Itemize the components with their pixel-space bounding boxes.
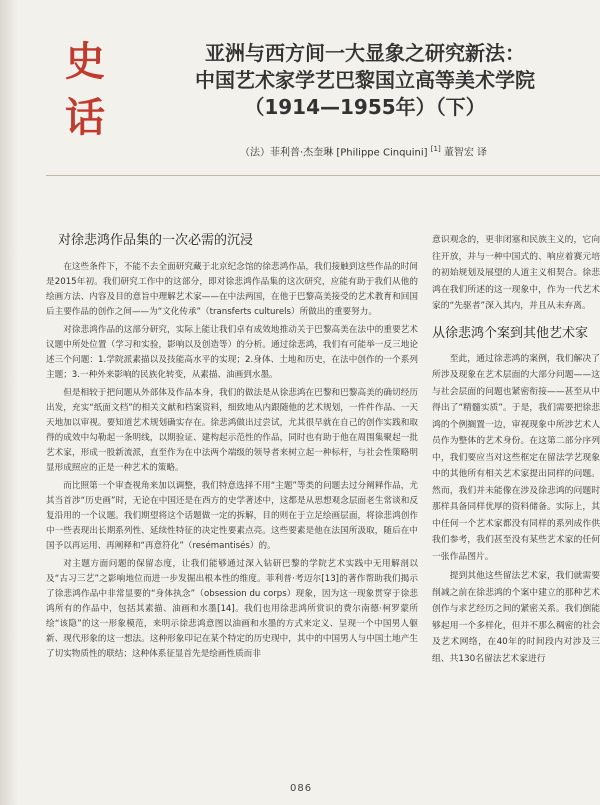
left-column [46, 232, 418, 665]
footnote-ref: [1] [430, 145, 441, 153]
body-paragraph: 意识观念的，更非闭塞和民族主义的，它向往开放，并与一种中国式的、响应着赛元培的初始规划及展望的人道主义相契合。徐悲鸿在我们所述的这一现象中，作为一代艺术家的“先驱者”深入其内，并且从未弃离。 [432, 235, 600, 311]
author-name: （法）菲利普·杰奎琳 [Philippe Cinquini] [240, 147, 428, 159]
column-tag [60, 34, 110, 146]
page-number: 086 [290, 783, 313, 794]
body-paragraph: 在这些条件下，不能不去全面研究藏于北京纪念馆的徐悲鸿作品，我们接触到这些作品的时间是2015年初。我们研究工作中的这部分，即对徐悲鸿作品集的这次研究，应能有助于我们从他的绘画方法、内容及目的意旨中理解艺术家——在中法两国，在他于巴黎高美接受的艺术教育和回国后主要作品的创作之间——为“文化传承”（transferts culturels）所做出的重要努力。 [46, 262, 418, 317]
divider [46, 175, 600, 176]
translator-name: 董智宏 译 [443, 147, 488, 159]
article-title [130, 40, 600, 121]
title-line-3: （1914—1955年）（下） [244, 95, 486, 119]
section-heading: 对徐悲鸿作品集的一次必需的沉浸 [58, 233, 254, 248]
body-paragraph: 至此，通过徐悲鸿的案例，我们解决了所涉及现象在艺术层面的大部分问题——这与社会层面的问题也紧密衔接——甚至从中得出了“精髓实质”。于是，我们需要把徐悲鸿的个例搁置一边，审视现象中所涉艺术人员作为整体的艺术身份。在这第二部分序列中，我们要应当对这些框定在留法学艺现象中的其他所有相关艺术家提出同样的问题。然而，我们并未能像在涉及徐悲鸿的问题时那样具备同样优厚的资料储备。实际上，其中任何一个艺术家都没有同样的系列成作供我们参考，我们甚至没有某些艺术家的任何一张作品图片。 [432, 353, 600, 562]
body-paragraph: 对徐悲鸿作品的这部分研究，实际上能让我们卓有成效地推动关于巴黎高美在法中的重要艺术议题中所处位置（学习和实验，影响以及创造等）的分析。通过徐悲鸿，我们有可能举一反三地论述三个问题：1.学院派素描以及技能高水平的实现；2.身体、土地和历史，在法中创作的一个系列主题；3.一种外来影响的民族化转变，从素描、油画到水墨。 [46, 325, 418, 380]
page-gutter-shadow [0, 0, 18, 805]
right-column [432, 232, 600, 670]
body-paragraph: 但是相较于把问题从外部体及作品本身，我们的做法是从徐悲鸿在巴黎和巴黎高美的确切经历出发，充实“纸面文档”的相关文献和档案资料，细致地从内跟随他的艺术规划，一件件作品、一天天地加以审视。要知道艺术规划确实存在。徐悲鸿做出过尝试，尤其很早就在自己的创作实践和取得的成效中勾勒起一条明线，以期验证、建构起示范性的作品，同时也有助于他在周围集聚起一批艺术家，形成一股新流派，直至作为在中法两个端级的领导者来树立起一种标杆，与社会性策略明显形成照应的正是一种艺术的策略。 [46, 388, 418, 473]
title-line-2: 中国艺术家学艺巴黎国立高等美术学院 [195, 68, 535, 92]
body-paragraph: 而比照第一个审查视角来加以调整，我们特意选择不用“主题”等类的问题去过分阐释作品，尤其当首涉“历史画”时，无论在中国还是在西方的史学著述中，这都是从思想观念层面老生常谈和反复沿用的一个议题。我们期望将这个话题做一定的拆解，目的则在于立足绘画层面，将徐悲鸿创作中一些表现出长期系列性、延续性特征的决定性要素点亮。这些要素是他在法国所汲取，随后在中国予以再运用、再阐释和“再意符化”（resémantisés）的。 [46, 481, 418, 551]
section-heading: 从徐悲鸿个案到其他艺术家 [432, 325, 589, 341]
body-paragraph: 对主题方面问题的保留态度，让我们能够通过深入钻研巴黎的学院艺术实践中无用解剖以及“古习三艺”之影响地位而进一步发掘出根本性的维度。菲利普·考迈尔[13]的著作帮助我们揭示了徐悲鸿作品中非常显要的“身体执念”（obsession du corps）现象，因为这一现象贯穿于徐悲鸿所有的作品中，包括其素描、油画和水墨[14]。我们也用徐悲鸿所赏识的费尔南德·柯罗蒙所绘“该隐”的这一形象模范，来明示徐悲鸿意图以油画和水墨的方式来定义、呈现一个中国男人躯新、现代形象的这一想法。这种形象印记在某个特定的历史现中，其中的中国男人与中国土地产生了切实物质性的联结；这种体系征显首先是绘画性质而非 [46, 559, 418, 659]
title-line-1: 亚洲与西方间一大显象之研究新法： [205, 41, 525, 65]
column-tag-char: 史 [65, 38, 105, 85]
body-paragraph: 提到其他这些留法艺术家，我们就需要削减之前在徐悲鸿的个案中建立的那种艺术创作与求艺经历之间的紧密关系。我们倒能够起用一个多样化，但并不那么稠密的社会及艺术网络，在40年的时间段内对涉及三组、共130名留法艺术家进行 [432, 571, 600, 664]
byline [240, 142, 580, 160]
column-tag-char: 话 [65, 94, 105, 141]
